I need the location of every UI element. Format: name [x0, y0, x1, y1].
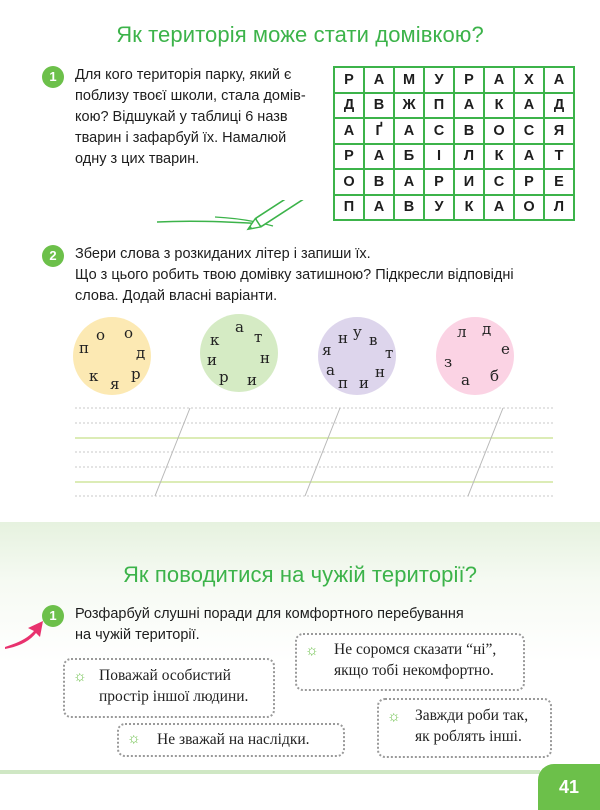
letter-circle: [318, 317, 396, 395]
task-2-text: [75, 244, 575, 307]
letter-cell[interactable]: Ж: [394, 93, 424, 119]
tip-card[interactable]: [117, 723, 345, 757]
letter-cell[interactable]: В: [364, 169, 394, 195]
scrambled-letter: д: [136, 344, 146, 362]
task-number-badge: 1: [42, 66, 64, 88]
sun-icon: ☼: [305, 643, 319, 659]
letter-cell[interactable]: А: [364, 195, 394, 221]
task-line: Збери слова з розкиданих літер і запиши їх.: [75, 246, 371, 262]
scrambled-letter: п: [79, 339, 89, 357]
letter-cell[interactable]: В: [454, 118, 484, 144]
letter-cell[interactable]: Б: [394, 144, 424, 170]
letter-cell[interactable]: А: [394, 169, 424, 195]
task-line: слова. Додай власні варіанти.: [75, 288, 278, 304]
scrambled-letter: е: [501, 340, 510, 358]
letter-cell[interactable]: А: [334, 118, 364, 144]
letter-cell[interactable]: І: [424, 144, 454, 170]
pencil-icon: [155, 200, 325, 240]
tip-line: простір іншої людини.: [99, 688, 249, 705]
section-title-home: Як територія може стати домівкою?: [116, 22, 484, 47]
sun-icon: ☼: [73, 669, 87, 685]
scrambled-letter: т: [385, 344, 394, 362]
tip-card[interactable]: [63, 658, 275, 718]
scrambled-letter: а: [235, 318, 244, 336]
letter-cell[interactable]: К: [484, 144, 514, 170]
letter-cell[interactable]: С: [484, 169, 514, 195]
letter-cell[interactable]: Р: [334, 144, 364, 170]
letter-cell[interactable]: А: [544, 67, 574, 93]
letter-grid-row: [334, 93, 574, 119]
scrambled-letter: н: [338, 329, 348, 347]
tip-card[interactable]: [377, 698, 552, 758]
letter-cell[interactable]: А: [514, 93, 544, 119]
letter-cell[interactable]: Р: [454, 67, 484, 93]
letter-cell[interactable]: А: [454, 93, 484, 119]
scrambled-letter: в: [369, 331, 378, 349]
letter-circle: [200, 314, 278, 392]
letter-cell[interactable]: М: [394, 67, 424, 93]
scrambled-letter: о: [124, 324, 134, 342]
scrambled-letter: н: [260, 349, 270, 367]
tip-line: Поважай особистий: [99, 667, 231, 684]
letter-cell[interactable]: И: [454, 169, 484, 195]
letter-cell[interactable]: А: [364, 144, 394, 170]
task-line: тварин і зафарбуй їх. Намалюй: [75, 130, 287, 146]
tip-line: як роблять інші.: [415, 728, 522, 745]
task-number-badge: 1: [42, 605, 64, 627]
letter-cell[interactable]: В: [364, 93, 394, 119]
letter-cell[interactable]: С: [514, 118, 544, 144]
task-line: поблизу твоєї школи, стала домів-: [75, 88, 306, 104]
footer-divider: [0, 770, 540, 774]
task-line: Розфарбуй слушні поради для комфортного перебування: [75, 606, 464, 622]
letter-circle: [436, 317, 514, 395]
writing-lines[interactable]: [75, 406, 553, 498]
task-line: Для кого територія парку, який є: [75, 67, 292, 83]
scrambled-letter: р: [131, 365, 141, 383]
letter-cell[interactable]: С: [424, 118, 454, 144]
page-number: 41: [538, 764, 600, 810]
letter-cell[interactable]: О: [334, 169, 364, 195]
letter-cell[interactable]: Х: [514, 67, 544, 93]
letter-cell[interactable]: У: [424, 67, 454, 93]
scrambled-letter: к: [210, 331, 220, 349]
letter-cell[interactable]: Л: [454, 144, 484, 170]
letter-cell[interactable]: П: [334, 195, 364, 221]
tip-line: якщо тобі некомфортно.: [334, 662, 494, 679]
scrambled-letter: н: [375, 363, 385, 381]
letter-cell[interactable]: В: [394, 195, 424, 221]
tip-card[interactable]: [295, 633, 525, 691]
scrambled-letter: у: [353, 323, 362, 341]
tip-line: Завжди роби так,: [415, 707, 529, 724]
letter-grid-row: [334, 144, 574, 170]
letter-cell[interactable]: Т: [544, 144, 574, 170]
letter-cell[interactable]: Д: [334, 93, 364, 119]
scrambled-letter: к: [89, 367, 99, 385]
scrambled-letter: з: [444, 353, 453, 371]
letter-cell[interactable]: А: [364, 67, 394, 93]
letter-cell[interactable]: Д: [544, 93, 574, 119]
sun-icon: ☼: [127, 731, 141, 747]
task-line: кою? Відшукай у таблиці 6 назв: [75, 109, 288, 125]
sun-icon: ☼: [387, 709, 401, 725]
scrambled-letter: и: [247, 371, 257, 389]
letter-circle: [73, 317, 151, 395]
letter-cell[interactable]: П: [424, 93, 454, 119]
scrambled-letter: я: [110, 375, 120, 393]
scrambled-letter: т: [254, 328, 263, 346]
letter-cell[interactable]: О: [514, 195, 544, 221]
letter-cell[interactable]: А: [484, 67, 514, 93]
letter-cell[interactable]: Р: [424, 169, 454, 195]
letter-cell[interactable]: А: [484, 195, 514, 221]
tip-line: Не зважай на наслідки.: [157, 731, 310, 748]
scrambled-letter: р: [219, 368, 229, 386]
tip-line: Не соромся сказати “ні”,: [334, 641, 497, 658]
task-line: Що з цього робить твою домівку затишною? Підкресли відповідні: [75, 267, 514, 283]
letter-grid-row: [334, 118, 574, 144]
letter-cell[interactable]: К: [484, 93, 514, 119]
letter-cell[interactable]: О: [484, 118, 514, 144]
letter-cell[interactable]: Л: [544, 195, 574, 221]
task-number-badge: 2: [42, 245, 64, 267]
letter-cell[interactable]: У: [424, 195, 454, 221]
scrambled-letter: а: [461, 371, 470, 389]
scrambled-letter: и: [207, 351, 217, 369]
scrambled-letter: д: [482, 320, 492, 338]
letter-cell[interactable]: Р: [514, 169, 544, 195]
letter-cell[interactable]: Я: [544, 118, 574, 144]
section-title-foreign-territory: Як поводитися на чужій території?: [122, 562, 478, 587]
scrambled-letter: о: [96, 326, 106, 344]
scrambled-letter: я: [322, 341, 332, 359]
scrambled-letter: п: [338, 374, 348, 392]
letter-cell[interactable]: Ґ: [364, 118, 394, 144]
letter-grid-row: [334, 169, 574, 195]
letter-cell[interactable]: Е: [544, 169, 574, 195]
task-1-text: [75, 65, 325, 170]
task-line: на чужій території.: [75, 627, 200, 643]
letter-grid-row: [334, 195, 574, 221]
scrambled-letter: л: [457, 323, 467, 341]
letter-grid: [333, 66, 575, 221]
task-line: одну з цих тварин.: [75, 151, 200, 167]
scrambled-letter: а: [326, 361, 335, 379]
letter-cell[interactable]: Р: [334, 67, 364, 93]
letter-grid-row: [334, 67, 574, 93]
scrambled-letter: б: [490, 367, 500, 385]
letter-cell[interactable]: А: [514, 144, 544, 170]
letter-cell[interactable]: К: [454, 195, 484, 221]
scrambled-letter: и: [359, 374, 369, 392]
arrow-icon: [3, 615, 45, 651]
letter-cell[interactable]: А: [394, 118, 424, 144]
